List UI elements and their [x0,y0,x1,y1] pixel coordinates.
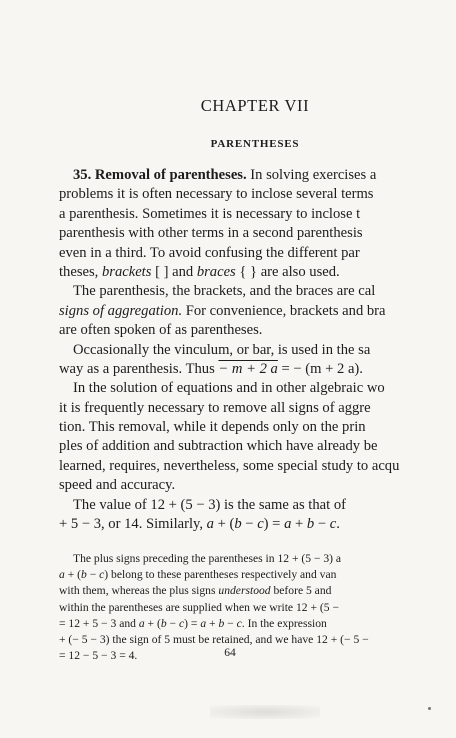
note-line-segment: a [200,616,207,630]
body-line [59,457,456,476]
note-line-segment: with them, whereas the plus signs [59,584,219,598]
body-line [59,166,456,185]
body-line [59,321,456,340]
body-line-segment: parenthesis with other terms in a second parenthesis [59,225,363,242]
note-line-segment: ) = [184,616,201,630]
body-line [59,476,456,495]
body-line [59,185,456,204]
section-heading: PARENTHESES [210,138,300,150]
body-line [59,224,456,243]
body-line-segment: − m + 2 a [218,360,278,377]
body-line [59,205,456,224]
body-line [59,244,456,263]
note-line-segment: b [218,616,225,630]
body-line-segment: The value of 12 + (5 − 3) is the same as that of [73,496,346,513]
body-line [59,418,456,437]
body-line-segment: a parenthesis. Sometimes it is necessary to inclose t [59,205,361,222]
body-line [59,341,456,360]
note-line [59,551,456,567]
body-text [59,166,456,534]
note-line-segment: c [178,616,185,630]
note-line [59,583,456,599]
body-line-segment: b [234,516,242,533]
body-line-segment: 35. Removal of parentheses. [73,167,247,183]
note-line-segment: before 5 and [270,584,332,598]
note-line-segment: understood [218,584,271,598]
note-line-segment: = 12 − 5 − 3 = 4. [59,649,138,663]
page-number: 64 [224,647,236,659]
body-line-segment: c [329,516,337,533]
body-line-segment: it is frequently necessary to remove all signs of aggre [59,399,371,416]
body-line-segment: + ( [213,516,235,533]
note-line-segment: b [160,616,167,630]
body-line-segment: − [241,516,258,533]
body-line [59,282,456,301]
note-line [59,616,456,632]
body-line-segment: brackets [101,263,152,280]
body-line-segment: learned, requires, nevertheless, some special study to acqu [59,457,400,474]
note-line-segment: c [236,616,242,630]
body-line-segment: [ ] and [151,263,197,280]
body-line-segment: braces [196,263,236,280]
note-line-segment: . In the expression [241,616,327,630]
body-line-segment: b [306,516,315,533]
body-line [59,496,456,515]
body-line-segment: In solving exercises a [246,167,377,183]
body-line-segment: problems it is often necessary to inclose several terms [59,186,374,203]
body-line-segment: + 5 − 3, or 14. Similarly, [59,516,207,533]
note-line-segment: + ( [64,568,81,582]
body-line-segment: − [314,516,330,533]
body-line-segment: The parenthesis, the brackets, and the braces are cal [73,283,376,300]
body-line-segment: For convenience, brackets and bra [182,302,386,319]
body-line-segment: Occasionally the vinculum, or bar, is used in the sa [73,341,371,358]
note-line-segment: a [138,616,145,630]
body-line-segment: a [206,516,214,533]
note-line-segment: − [166,616,179,630]
note-line-segment: − [224,616,237,630]
note-line-segment: The plus signs preceding the parentheses in 12 + (5 − 3) a [73,552,342,565]
body-line-segment: { } are also used. [235,263,340,280]
body-line-segment: + [291,516,307,533]
note-line-segment: + [206,616,219,630]
body-line-segment: theses, [59,263,102,280]
note-line-segment: − [86,568,100,582]
note-line-segment: = 12 + 5 − 3 and [59,616,139,630]
body-line-segment: are often spoken of as parentheses. [59,322,263,339]
note-line [59,600,456,616]
body-line [59,399,456,418]
note-line-segment: a [59,568,65,582]
body-line [59,302,456,321]
body-line [59,263,456,282]
note-line-segment: + ( [144,616,161,630]
body-line-segment: ) = [263,516,285,533]
body-line [59,437,456,456]
note-line-segment: c [99,568,105,582]
note-line-segment: + (− 5 − 3) the sign of 5 must be retained, and we have 12 + (− 5 − [59,632,369,646]
body-line-segment: . [336,516,340,533]
note-line [59,567,456,583]
body-line-segment: tion. This removal, while it depends only on the prin [59,419,366,436]
body-line-segment: In the solution of equations and in other algebraic wo [73,380,385,397]
body-line-segment: speed and accuracy. [59,477,176,494]
body-line [59,379,456,398]
note-line-segment: b [81,568,87,582]
body-line-segment: even in a third. To avoid confusing the different par [59,244,360,261]
note-line-segment: within the parentheses are supplied when we write 12 + (5 − [59,600,339,614]
note-line-segment: ) belong to these parentheses respectively and van [104,568,337,582]
body-line-segment: c [257,516,264,533]
body-line-segment: way as a parenthesis. Thus [59,360,219,377]
body-line [59,515,456,534]
body-line-segment: a [284,516,292,533]
chapter-heading: CHAPTER VII [200,96,310,115]
body-line-segment: ples of addition and subtraction which have already be [59,438,378,455]
page-smudge [210,705,320,719]
body-line-segment: signs of aggregation. [59,302,183,319]
note-line [59,632,456,648]
body-line-segment: = − (m + 2 a). [277,360,363,377]
body-line [59,360,456,379]
ink-speck [428,707,431,710]
